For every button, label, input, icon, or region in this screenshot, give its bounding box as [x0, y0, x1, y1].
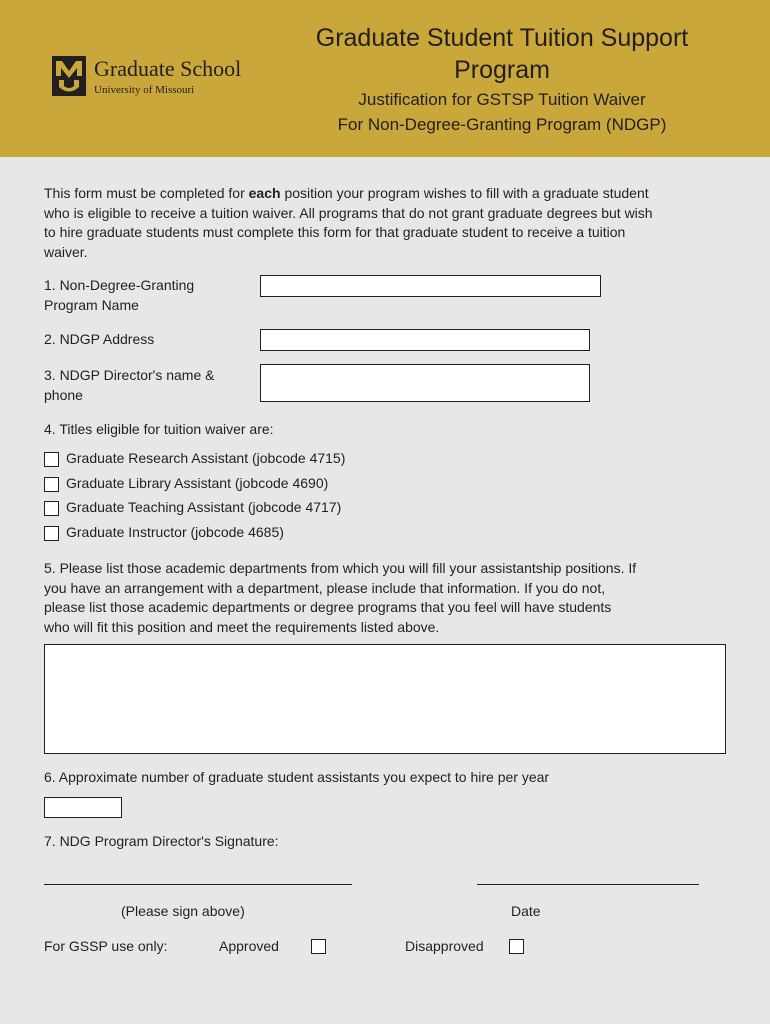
- director-label-line-1: 3. NDGP Director's name &: [44, 367, 215, 383]
- signature-line[interactable]: [44, 884, 352, 885]
- director-field[interactable]: [260, 364, 590, 402]
- director-label: [44, 366, 214, 405]
- departments-field[interactable]: [44, 644, 726, 754]
- graduate-school-logo: [52, 56, 272, 100]
- program-name-field[interactable]: [260, 275, 601, 297]
- office-use-label: For GSSP use only:: [44, 938, 168, 954]
- logo-university: University of Missouri: [94, 84, 195, 96]
- program-name-label: [44, 276, 194, 315]
- subtitle-line-2: For Non-Degree-Granting Program (NDGP): [337, 115, 667, 134]
- library-assistant-checkbox[interactable]: [44, 477, 59, 492]
- intro-line-3: to hire graduate students must complete this form for that graduate student to receive a tuition: [44, 224, 626, 240]
- hire-count-label: 6. Approximate number of graduate student assistants you expect to hire per year: [44, 769, 550, 785]
- date-line[interactable]: [477, 884, 699, 885]
- header-banner: [0, 0, 770, 157]
- teaching-assistant-checkbox[interactable]: [44, 501, 59, 516]
- disapproved-checkbox[interactable]: [509, 939, 524, 954]
- instructor-checkbox[interactable]: [44, 526, 59, 541]
- director-label-line-2: phone: [44, 386, 83, 403]
- hire-count-field[interactable]: [44, 797, 122, 818]
- title-line-2: Program: [454, 56, 550, 84]
- page-subtitle: [290, 87, 714, 137]
- intro-lead: This form must be completed for: [44, 185, 249, 201]
- address-label: 2. NDGP Address: [44, 331, 155, 347]
- logo-name: Graduate School: [94, 56, 242, 81]
- research-assistant-checkbox[interactable]: [44, 452, 59, 467]
- address-field[interactable]: [260, 329, 590, 351]
- intro-emphasis: each: [248, 185, 281, 201]
- date-caption: Date: [511, 903, 541, 919]
- intro-line-4: waiver.: [44, 243, 88, 260]
- intro-paragraph: [44, 184, 734, 262]
- program-name-label-line-2: Program Name: [44, 296, 139, 313]
- intro-line-2: who is eligible to receive a tuition waiver. All programs that do not grant graduate degrees but wish: [44, 204, 653, 221]
- intro-line-1: [44, 184, 734, 204]
- departments-instructions: [44, 559, 744, 637]
- title-line-1: Graduate Student Tuition Support: [315, 24, 689, 52]
- departments-line-1: 5. Please list those academic departments from which you will fill your assistantship positions. If: [44, 560, 637, 576]
- mizzou-shield-icon: [52, 56, 86, 96]
- teaching-assistant-label: Graduate Teaching Assistant (jobcode 4717): [66, 499, 342, 515]
- departments-line-4: who will fit this position and meet the requirements listed above.: [44, 618, 440, 635]
- signature-label: 7. NDG Program Director's Signature:: [44, 833, 279, 849]
- approved-label: Approved: [219, 938, 279, 954]
- titles-label: 4. Titles eligible for tuition waiver are:: [44, 421, 274, 437]
- departments-line-2: you have an arrangement with a department, please include that information. If you do not,: [44, 579, 606, 596]
- departments-line-3: please list those academic departments or degree programs that you feel will have students: [44, 599, 612, 615]
- intro-line-1-rest: position your program wishes to fill with a graduate student: [280, 185, 649, 201]
- subtitle-line-1: Justification for GSTSP Tuition Waiver: [358, 90, 646, 109]
- instructor-label: Graduate Instructor (jobcode 4685): [66, 524, 284, 540]
- research-assistant-label: Graduate Research Assistant (jobcode 4715): [66, 450, 346, 466]
- signature-caption: (Please sign above): [121, 903, 245, 919]
- disapproved-label: Disapproved: [405, 938, 484, 954]
- library-assistant-label: Graduate Library Assistant (jobcode 4690): [66, 475, 329, 491]
- program-name-label-line-1: 1. Non-Degree-Granting: [44, 277, 195, 293]
- approved-checkbox[interactable]: [311, 939, 326, 954]
- page-title: [290, 22, 714, 86]
